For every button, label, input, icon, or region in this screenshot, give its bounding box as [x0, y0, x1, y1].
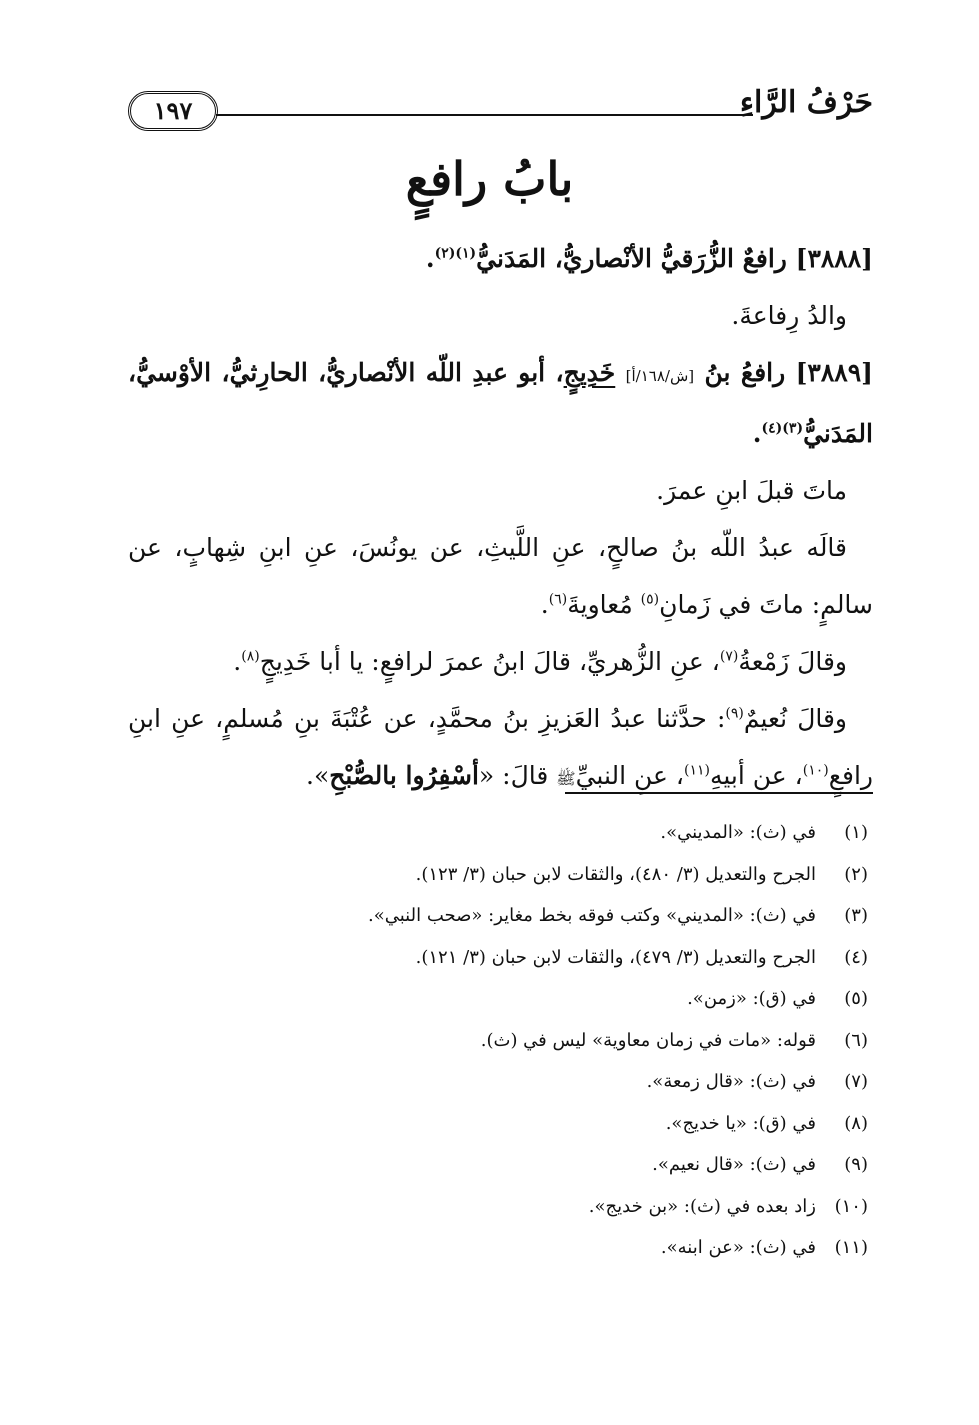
chapter-title: بابُ رافعٍ — [405, 152, 574, 206]
footnotes — [128, 812, 868, 1269]
footnote — [128, 1103, 868, 1145]
text-run: قالَه عبدُ اللّه بنُ صالحٍ، عنِ اللَّيثِ، عن يونُسَ، عنِ ابنِ شِهابٍ، عن سالمٍ: ماتَ في زَمانِ — [128, 533, 873, 619]
entry-name: رافعٌ الزُّرَقيُّ الأنْصاريُّ، المَدَنيُّ — [476, 244, 787, 273]
footnote-ref[interactable]: (٩) — [725, 705, 744, 722]
footnote — [128, 895, 868, 937]
footnote — [128, 1144, 868, 1186]
footnote-text: قوله: «مات في زمان معاوية» ليس في (ث). — [480, 1029, 816, 1051]
footnote-ref[interactable]: (٤) — [761, 420, 783, 437]
paragraph-isnad-1 — [128, 519, 873, 633]
text-run: ، عنِ الزُّهريِّ، قالَ ابنُ عمرَ لرافعٍ: يا أبا خَدِيجٍ — [259, 647, 720, 676]
footnote-number: (٧) — [844, 1071, 868, 1092]
running-title: حَرْفُ الرَّاءِ — [739, 85, 873, 120]
footnote-text: في (ث): «المديني». — [660, 822, 816, 843]
paragraph-death: ماتَ قبلَ ابنِ عمرَ. — [656, 476, 847, 505]
punctuation: ». — [306, 761, 330, 790]
entry-3888 — [128, 230, 873, 287]
footnote-text: في (ث): «قال نعيم». — [652, 1154, 816, 1175]
entry-name-part: ، أبو عبدِ اللّه الأنْصاريُّ، الحارِثيُّ، الأوْسيُّ، المَدَنيُّ — [128, 358, 873, 448]
page-number: ١٩٧ — [128, 91, 218, 131]
text-run: ، عنِ النبيِّ — [575, 761, 684, 790]
punctuation: . — [425, 244, 435, 273]
paragraph-hadith — [128, 690, 873, 807]
entry-note: والدُ رِفاعةَ. — [731, 301, 847, 330]
header-rule — [216, 114, 753, 116]
footnote-text: زاد بعده في (ث): «بن خديج». — [588, 1195, 816, 1217]
footnote-ref[interactable]: (١) — [455, 245, 477, 262]
manuscript-ref: [ش/١٦٨/أ] — [625, 367, 695, 385]
footnote — [128, 854, 868, 896]
footnote — [128, 978, 868, 1020]
footnote-ref[interactable]: (٣) — [782, 420, 804, 437]
footnote-number: (٨) — [844, 1112, 868, 1134]
punctuation: . — [540, 590, 549, 619]
footnote-text: في (ث): «المديني» وكتب فوقه بخط مغاير: «صحب النبي». — [368, 905, 816, 926]
footnote-number: (٥) — [844, 988, 868, 1009]
footnote-number: (١٠) — [834, 1195, 868, 1217]
footnote-text: في (ق): «يا خديج». — [665, 1112, 816, 1134]
text-run: مُعاويةَ — [567, 590, 641, 619]
text-run: قالَ: « — [478, 761, 557, 790]
punctuation: . — [233, 647, 242, 676]
footnote-number: (٦) — [844, 1029, 868, 1051]
footnote — [128, 812, 868, 854]
footnote-text: في (ث): «عن ابنه». — [660, 1237, 816, 1258]
footnote-text: الجرح والتعديل (٣/ ٤٨٠)، والثقات لابن حبان (٣/ ١٢٣). — [415, 863, 816, 885]
footnote-text: في (ث): «قال زمعة». — [646, 1071, 816, 1092]
punctuation: . — [752, 419, 762, 448]
page-header — [128, 85, 873, 135]
text-run: وقالَ زَمْعةُ — [738, 647, 847, 676]
main-text — [128, 230, 873, 807]
footnote-ref[interactable]: (٨) — [241, 648, 260, 665]
footnote-ref[interactable]: (٦) — [548, 591, 568, 608]
entry-number: [٣٨٨٨] — [795, 244, 873, 273]
footnote-number: (٣) — [844, 905, 868, 926]
footnote — [128, 937, 868, 979]
text-run: : حدَّثنا عبدُ العَزيزِ بنُ محمَّدٍ، عن عُتْبَةَ بنِ مُسلمٍ، عنِ ابنِ رافعٍ — [128, 704, 873, 790]
footnote — [128, 1061, 868, 1103]
footnote-ref[interactable]: (٧) — [719, 648, 739, 665]
footnote-text: في (ق): «زمن». — [687, 988, 816, 1009]
footnote — [128, 1020, 868, 1062]
footnote-ref[interactable]: (٢) — [434, 245, 456, 262]
text-run: ، عن أبيهِ — [709, 761, 803, 790]
footnote-number: (٢) — [844, 863, 868, 885]
entry-number: [٣٨٨٩] — [795, 358, 873, 387]
footnote-number: (١) — [844, 822, 868, 843]
text-run: وقالَ نُعيمٌ — [743, 704, 847, 733]
footnote-number: (١١) — [834, 1237, 868, 1258]
footnote-ref[interactable]: (١٠) — [802, 762, 829, 779]
hadith-text: أسْفِرُوا بالصُّبْحِ — [329, 761, 479, 790]
entry-name-part: خَدِيجٍ — [563, 358, 616, 387]
salutation-glyph: ﷺ — [556, 769, 576, 788]
footnote-number: (٤) — [844, 946, 868, 968]
footnote — [128, 1227, 868, 1269]
footnote-number: (٩) — [844, 1154, 868, 1175]
footnote-ref[interactable]: (٥) — [640, 591, 660, 608]
footnote-text: الجرح والتعديل (٣/ ٤٧٩)، والثقات لابن حبان (٣/ ١٢١). — [415, 946, 816, 968]
entry-3889 — [128, 344, 873, 462]
paragraph-isnad-2 — [128, 633, 873, 690]
footnote-ref[interactable]: (١١) — [683, 762, 710, 779]
footnote — [128, 1186, 868, 1228]
entry-name-part: رافعُ بنُ — [704, 358, 786, 387]
footnote-separator — [565, 792, 873, 794]
